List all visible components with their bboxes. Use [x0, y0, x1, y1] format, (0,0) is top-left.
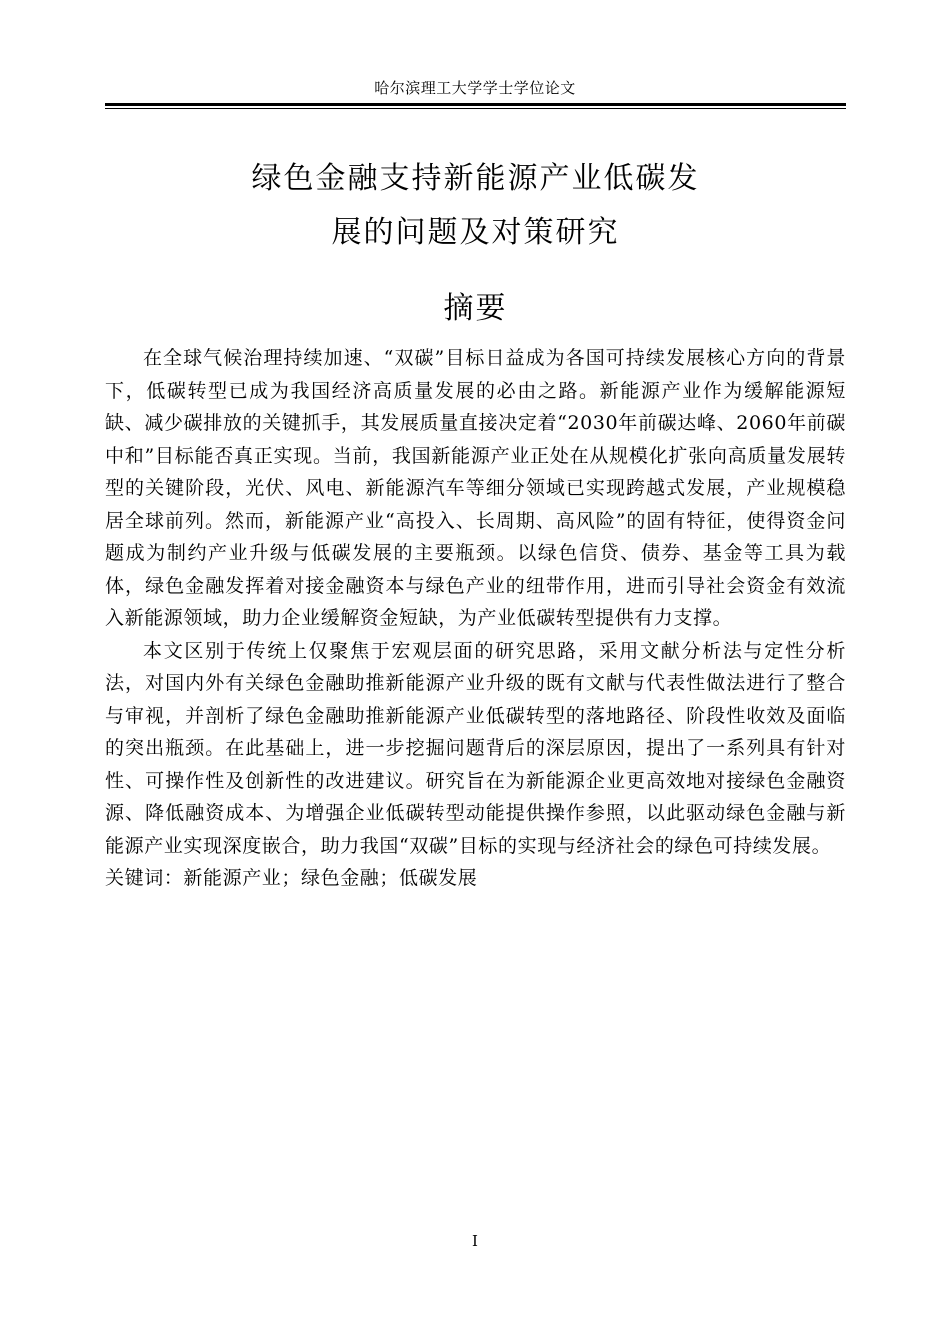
abstract-paragraph-1: 在全球气候治理持续加速、“双碳”目标日益成为各国可持续发展核心方向的背景下，低碳转型已成为我国经济高质量发展的必由之路。新能源产业作为缓解能源短缺、减少碳排放的关键抓手，其发展质量直接决定着“2030年前碳达峰、2060年前碳中和”目标能否真正实现。当前，我国新能源产业正处在从规模化扩张向高质量发展转型的关键阶段，光伏、风电、新能源汽车等细分领域已实现跨越式发展，产业规模稳居全球前列。然而，新能源产业“高投入、长周期、高风险”的固有特征，使得资金问题成为制约产业升级与低碳发展的主要瓶颈。以绿色信贷、债券、基金等工具为载体，绿色金融发挥着对接金融资本与绿色产业的纽带作用，进而引导社会资金有效流入新能源领域，助力企业缓解资金短缺，为产业低碳转型提供有力支撑。 — [105, 347, 846, 629]
thesis-title — [105, 152, 846, 260]
keywords-text: 新能源产业；绿色金融；低碳发展 — [183, 867, 478, 889]
page-number: I — [472, 1232, 478, 1250]
header-rule-thick — [105, 103, 846, 106]
keywords-line — [105, 862, 846, 895]
abstract-heading: 摘要 — [443, 291, 508, 326]
abstract-paragraph-2: 本文区别于传统上仅聚焦于宏观层面的研究思路，采用文献分析法与定性分析法，对国内外有关绿色金融助推新能源产业升级的既有文献与代表性做法进行了整合与审视，并剖析了绿色金融助推新能源产业低碳转型的落地路径、阶段性收效及面临的突出瓶颈。在此基础上，进一步挖掘问题背后的深层原因，提出了一系列具有针对性、可操作性及创新性的改进建议。研究旨在为新能源企业更高效地对接绿色金融资源、降低融资成本、为增强企业低碳转型动能提供操作参照，以此驱动绿色金融与新能源产业实现深度嵌合，助力我国“双碳”目标的实现与经济社会的绿色可持续发展。 — [105, 639, 846, 857]
running-header: 哈尔滨理工大学学士学位论文 — [374, 79, 576, 97]
abstract-body — [105, 342, 846, 895]
header-rule-thin — [105, 108, 846, 109]
thesis-title-line-1: 绿色金融支持新能源产业低碳发 — [251, 161, 700, 196]
keywords-label: 关键词： — [105, 867, 184, 889]
thesis-title-line-2: 展的问题及对策研究 — [331, 215, 620, 250]
